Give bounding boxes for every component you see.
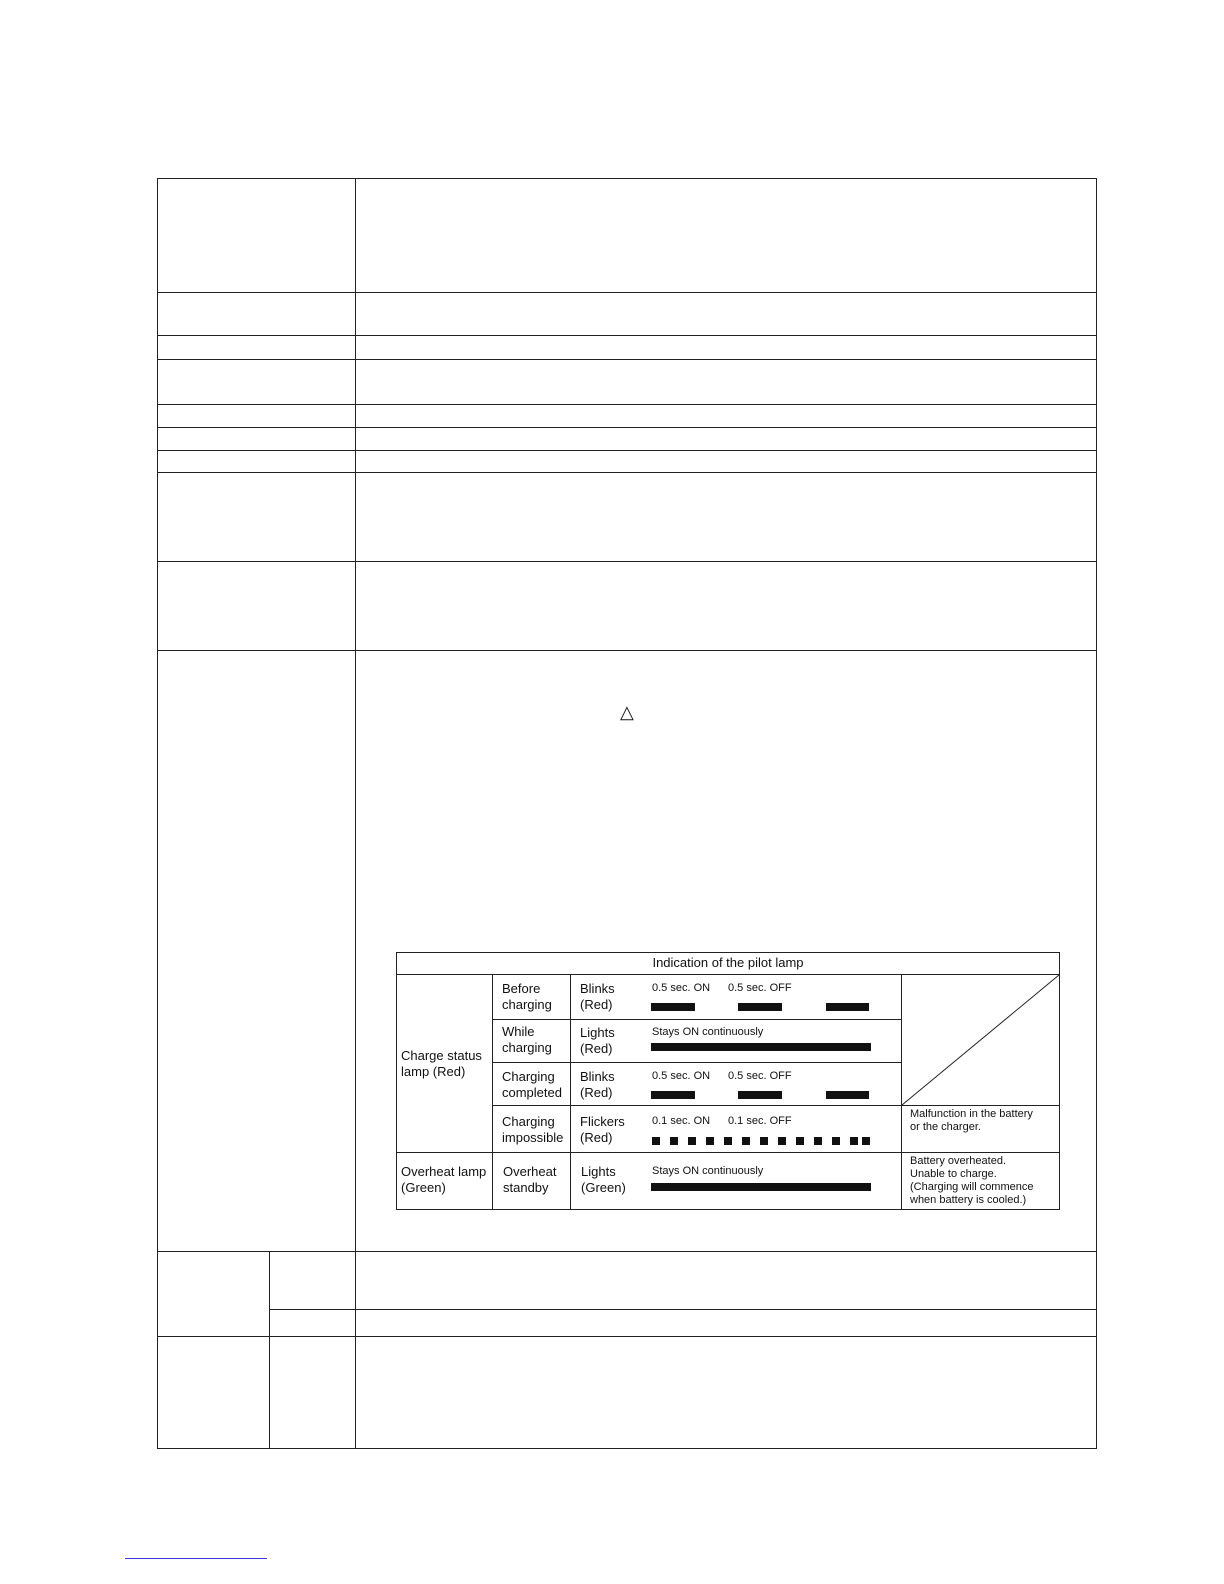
pl-continuous-bar: [651, 1043, 871, 1051]
pl-flicker-dot: [652, 1137, 660, 1145]
pl-state: Before charging: [502, 981, 552, 1012]
pl-charge-lamp-label: Charge status lamp (Red): [401, 1048, 482, 1079]
pl-state: While charging: [502, 1024, 552, 1055]
pl-state: Overheat standby: [503, 1164, 557, 1195]
pl-flicker-dot: [706, 1137, 714, 1145]
pl-timing-off: 0.1 sec. OFF: [728, 1115, 792, 1127]
pl-border-top: [396, 952, 1060, 953]
pl-blink-on-segment: [738, 1091, 782, 1099]
pl-continuous-bar: [651, 1183, 871, 1191]
pl-border-bottom: [396, 1209, 1060, 1210]
pl-empty-note-diagonal: [902, 975, 1059, 1105]
row-separator: [157, 292, 1097, 293]
pl-flicker-dot: [724, 1137, 732, 1145]
pl-col-divider: [492, 974, 493, 1210]
row-separator: [157, 561, 1097, 562]
pl-timing-off: 0.5 sec. OFF: [728, 1070, 792, 1082]
row-separator: [157, 650, 1097, 651]
row-separator: [269, 1309, 1097, 1310]
pl-col-divider: [570, 974, 571, 1210]
pl-action: Lights (Green): [581, 1164, 626, 1195]
pl-flicker-dot: [778, 1137, 786, 1145]
pl-timing-on: 0.5 sec. ON: [652, 1070, 711, 1082]
pl-border-right: [1059, 952, 1060, 1210]
pl-note: Battery overheated. Unable to charge. (Charging will commence when battery is cooled.): [910, 1155, 1034, 1206]
pl-action: Blinks (Red): [580, 981, 615, 1012]
pl-blink-on-segment: [651, 1003, 695, 1011]
row-separator: [157, 1336, 1097, 1337]
column-divider: [355, 178, 356, 1449]
row-separator: [157, 427, 1097, 428]
pl-flicker-dot: [832, 1137, 840, 1145]
pl-flicker-dot: [670, 1137, 678, 1145]
pilot-lamp-table: [396, 952, 1060, 1210]
row-separator: [157, 359, 1097, 360]
pl-timing-on: Stays ON continuously: [652, 1026, 764, 1038]
pl-flicker-dot: [742, 1137, 750, 1145]
pl-state: Charging completed: [502, 1069, 562, 1100]
pl-timing-on: Stays ON continuously: [652, 1165, 764, 1177]
pl-flicker-dot: [760, 1137, 768, 1145]
triangle-symbol: △: [620, 702, 634, 722]
row-separator: [157, 1251, 1097, 1252]
pl-blink-on-segment: [826, 1091, 869, 1099]
outer-left-border: [157, 178, 158, 1449]
outer-bottom-border: [157, 1448, 1097, 1449]
pl-timing-on: 0.1 sec. ON: [652, 1115, 711, 1127]
outer-right-border: [1096, 178, 1097, 1449]
pl-flicker-dot: [814, 1137, 822, 1145]
pl-blink-on-segment: [651, 1091, 695, 1099]
pl-row-divider: [492, 1019, 902, 1020]
pl-row-divider: [492, 1062, 902, 1063]
pl-flicker-dot: [796, 1137, 804, 1145]
pl-action: Lights (Red): [580, 1025, 615, 1056]
pl-timing-on: 0.5 sec. ON: [652, 982, 711, 994]
pl-title: Indication of the pilot lamp: [652, 955, 804, 970]
row-separator: [157, 472, 1097, 473]
row-separator: [157, 450, 1097, 451]
pl-overheat-lamp-label: Overheat lamp (Green): [401, 1164, 487, 1195]
pl-border-left: [396, 952, 397, 1210]
pl-action: Blinks (Red): [580, 1069, 615, 1100]
outer-top-border: [157, 178, 1097, 179]
row-separator: [157, 404, 1097, 405]
pl-flicker-dot: [862, 1137, 870, 1145]
pl-blink-on-segment: [738, 1003, 782, 1011]
pl-action: Flickers (Red): [580, 1114, 625, 1145]
pl-flicker-dot: [688, 1137, 696, 1145]
pl-flicker-dot: [850, 1137, 858, 1145]
pl-note: Malfunction in the battery or the charger.: [910, 1108, 1033, 1133]
footnote-rule: [125, 1558, 267, 1559]
pl-row-divider: [396, 1152, 1060, 1153]
pl-state: Charging impossible: [502, 1114, 564, 1145]
sub-column-divider: [269, 1251, 270, 1449]
pl-row-divider: [492, 1105, 1060, 1106]
pl-timing-off: 0.5 sec. OFF: [728, 982, 792, 994]
row-separator: [157, 335, 1097, 336]
pl-blink-on-segment: [826, 1003, 869, 1011]
